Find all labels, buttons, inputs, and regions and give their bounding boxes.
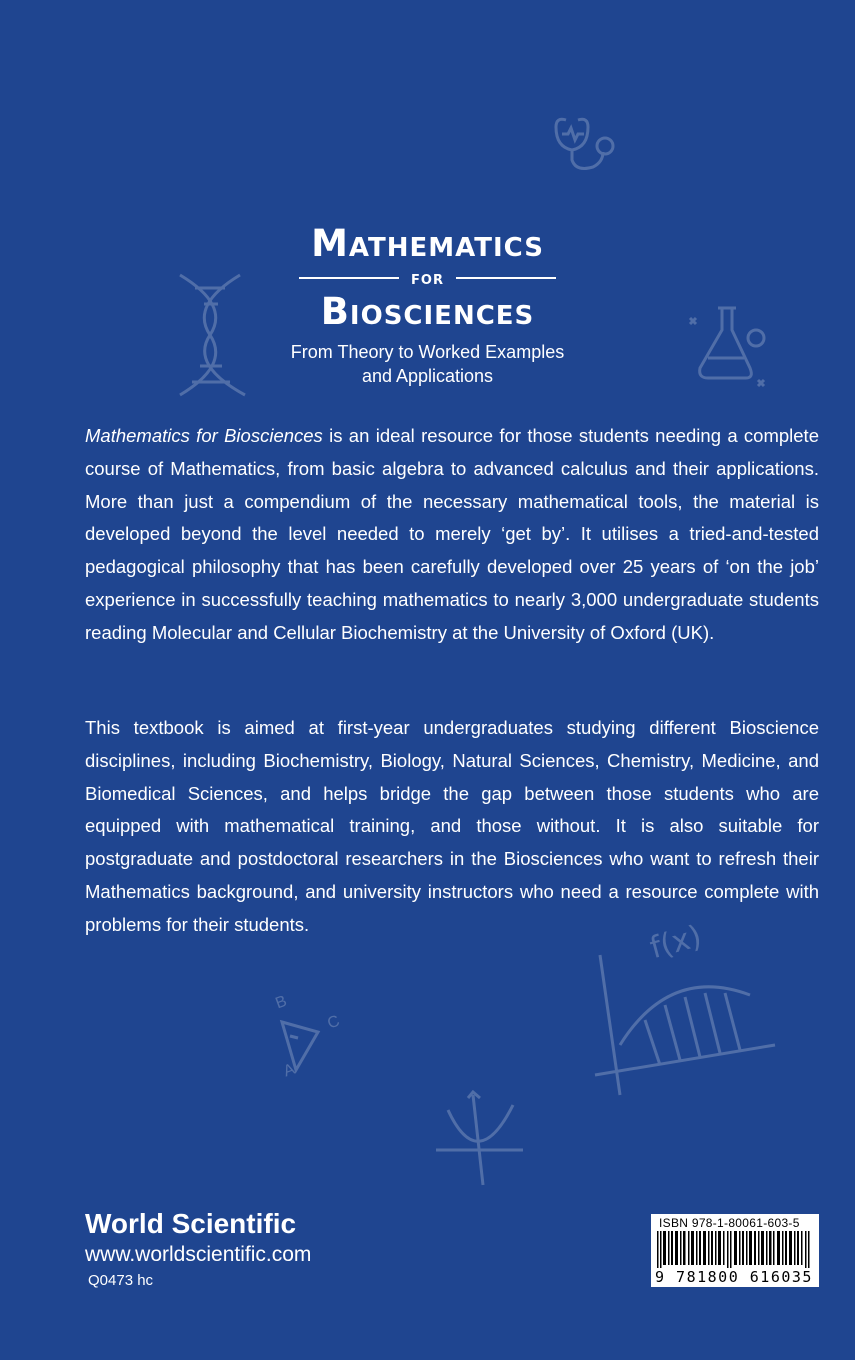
publisher-name: World Scientific — [85, 1208, 297, 1239]
title-rule-right — [456, 277, 556, 279]
triangle-label-b: B — [273, 992, 290, 1013]
title-line-biosciences: Biosciences — [320, 290, 535, 333]
title-rule-left — [299, 277, 399, 279]
title-for: for — [411, 267, 444, 289]
subtitle-line-1: From Theory to Worked Examples — [290, 342, 565, 362]
subtitle-line-2: and Applications — [361, 366, 494, 386]
axes-curve-icon — [428, 1090, 528, 1190]
isbn-barcode — [651, 1214, 819, 1287]
title-line-mathematics: Mathematics — [311, 222, 544, 265]
barcode-digits: 9 781800 616035 — [655, 1268, 815, 1286]
publisher-url: www.worldscientific.com — [85, 1243, 312, 1266]
function-graph-icon — [590, 918, 780, 1100]
triangle-label-a: A — [281, 1060, 298, 1081]
description-paragraph-2: This textbook is aimed at first-year undergraduates studying different Bioscience disciplines, including Biochemistry, Biology, Natural Sciences, Chemistry, Medicine, and Biomedical Sciences, and helps bridge the gap between those students who are equipped with mathematical training, and those without. It is also suitable for postgraduate and postdoctoral researchers in the Biosciences who want to refresh their Mathematics background, and university instructors who need a resource complete with problems for their students. — [85, 717, 819, 935]
description-paragraph-1 — [85, 420, 819, 650]
title-for-row — [0, 266, 855, 290]
barcode-bars — [655, 1231, 815, 1269]
product-code: Q0473 hc — [88, 1272, 154, 1289]
triangle-abc-icon — [268, 992, 358, 1082]
isbn-label: ISBN 978-1-80061-603-5 — [659, 1216, 800, 1230]
title-block — [0, 222, 855, 388]
book-title-italic: Mathematics for Biosciences — [85, 425, 323, 446]
description-paragraph-1-text: is an ideal resource for those students needing a complete course of Mathematics, from basic algebra to advanced calculus and their applications. More than just a compendium of the necessary mathematical tools, the material is developed beyond the level needed to merely ‘get by’. It utilises a tried-and-tested pedagogical philosophy that has been carefully developed over 25 years of ‘on the job’ experience in successfully teaching mathematics to nearly 3,000 undergraduate students reading Molecular and Cellular Biochemistry at the University of Oxford (UK). — [85, 425, 819, 643]
triangle-label-c: C — [325, 1012, 342, 1033]
stethoscope-icon — [548, 112, 623, 177]
fx-label: f(x) — [646, 918, 706, 967]
